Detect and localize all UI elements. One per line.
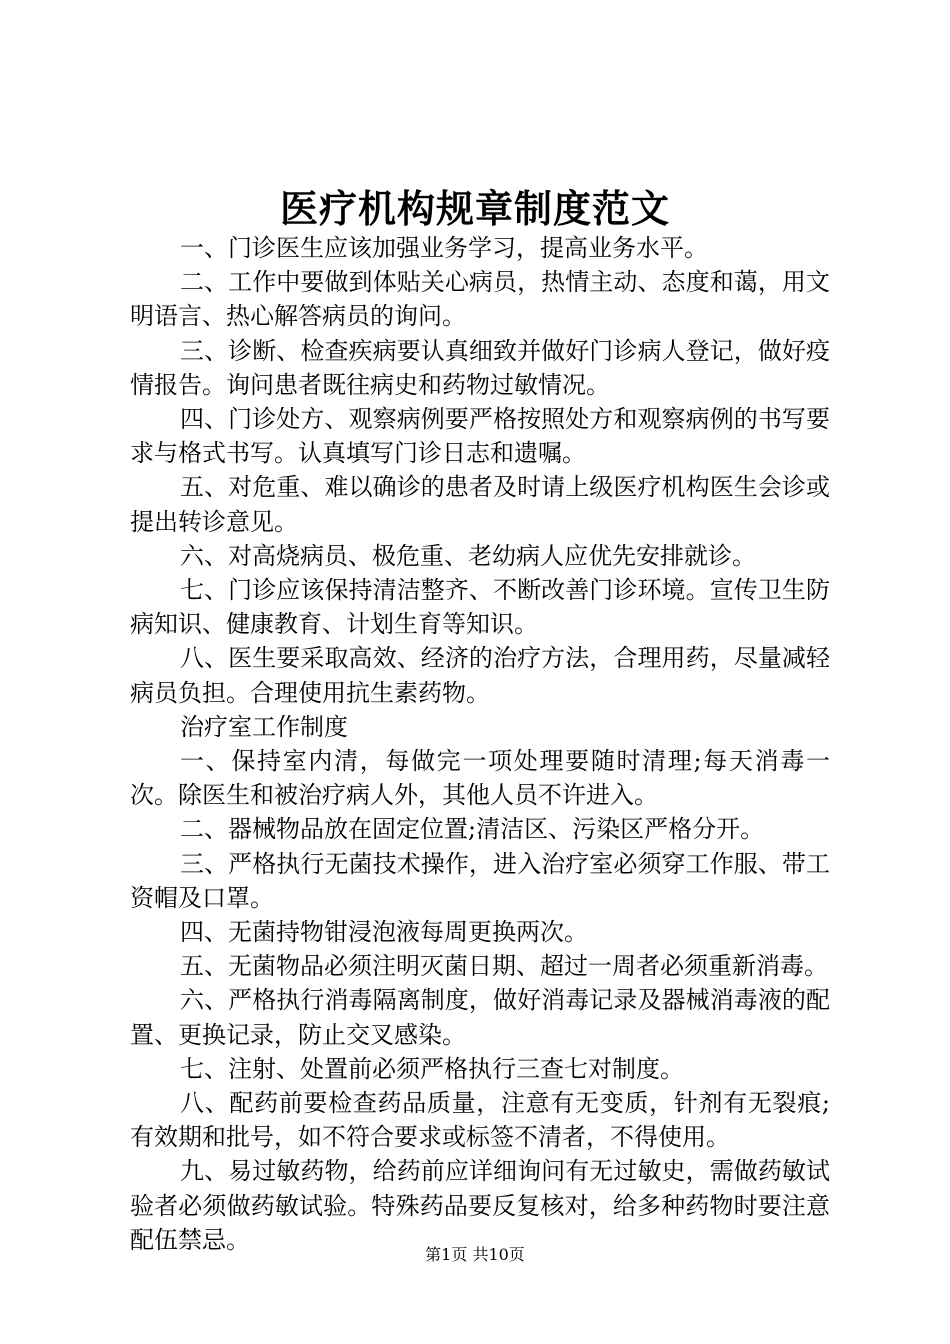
paragraph: 五、对危重、难以确诊的患者及时请上级医疗机构医生会诊或提出转诊意见。 (130, 473, 830, 536)
paragraph: 二、器械物品放在固定位置;清洁区、污染区严格分开。 (180, 815, 765, 844)
paragraph: 七、门诊应该保持清洁整齐、不断改善门诊环境。宣传卫生防病知识、健康教育、计划生育等知识。 (130, 576, 830, 639)
paragraph: 一、保持室内清，每做完一项处理要随时清理;每天消毒一次。除医生和被治疗病人外，其他人员不许进入。 (130, 747, 830, 810)
paragraph: 五、无菌物品必须注明灭菌日期、超过一周者必须重新消毒。 (180, 952, 828, 981)
paragraph: 六、严格执行消毒隔离制度，做好消毒记录及器械消毒液的配置、更换记录，防止交叉感染。 (130, 986, 830, 1049)
paragraph: 四、门诊处方、观察病例要严格按照处方和观察病例的书写要求与格式书写。认真填写门诊日志和遗嘱。 (130, 405, 830, 468)
paragraph: 三、严格执行无菌技术操作，进入治疗室必须穿工作服、带工资帽及口罩。 (130, 849, 830, 912)
paragraph: 一、门诊医生应该加强业务学习，提高业务水平。 (180, 234, 708, 262)
page-footer: 第1页 共10页 (425, 1245, 525, 1264)
paragraph: 七、注射、处置前必须严格执行三查七对制度。 (180, 1054, 684, 1083)
paragraph: 八、医生要采取高效、经济的治疗方法，合理用药，尽量减轻病员负担。合理使用抗生素药物。 (130, 644, 830, 707)
document-title: 医疗机构规章制度范文 (279, 186, 670, 231)
paragraph: 八、配药前要检查药品质量，注意有无变质，针剂有无裂痕;有效期和批号，如不符合要求或标签不清者，不得使用。 (130, 1089, 830, 1152)
paragraph: 二、工作中要做到体贴关心病员，热情主动、态度和蔼，用文明语言、热心解答病员的询问。 (130, 268, 830, 331)
document-body (130, 231, 830, 1257)
section-heading: 治疗室工作制度 (180, 712, 348, 741)
paragraph: 九、易过敏药物，给药前应详细询问有无过敏史，需做药敏试验者必须做药敏试验。特殊药品要反复核对，给多种药物时要注意配伍禁忌。 (130, 1157, 830, 1254)
paragraph: 六、对高烧病员、极危重、老幼病人应优先安排就诊。 (180, 541, 756, 570)
paragraph: 四、无菌持物钳浸泡液每周更换两次。 (180, 918, 588, 947)
paragraph: 三、诊断、检查疾病要认真细致并做好门诊病人登记，做好疫情报告。询问患者既往病史和药物过敏情况。 (130, 336, 830, 399)
